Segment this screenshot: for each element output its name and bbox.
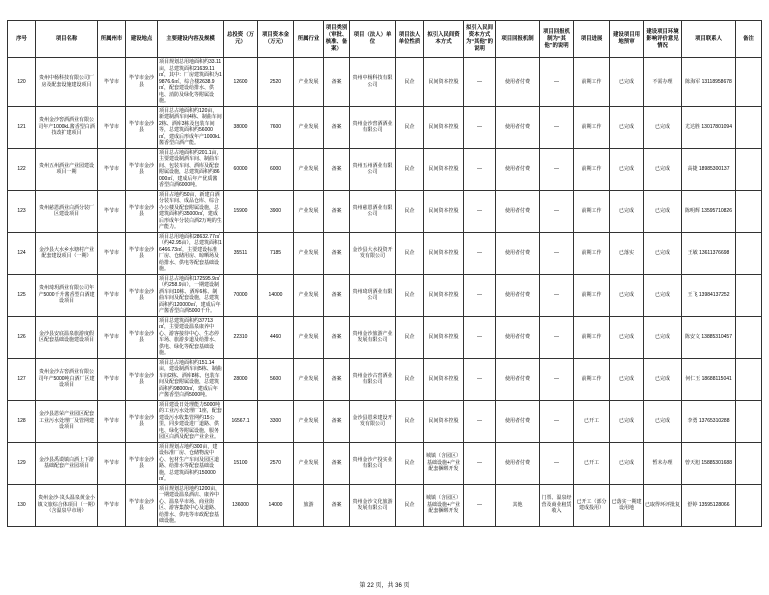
table-cell: 7600 [258,106,294,148]
table-cell: 122 [8,148,36,190]
header-cell: 主要建设内容及规模 [158,21,224,58]
table-cell: 贵州金沙窖酒酒业有限公司 [350,106,396,148]
table-cell: 已完成 [610,358,644,400]
table-cell: 项目占地约50亩，新建白酒分装车间、成品仓库、综合办公楼及配套附属设施，总建筑面积约35000㎡，建成后形成年分装白酒2万吨的生产能力。 [159,191,222,231]
table-cell: 121 [8,106,36,148]
table-cell: 使用者付费 [496,148,540,190]
table-cell [736,358,762,400]
table-cell: 3900 [258,190,294,232]
table-cell: 125 [8,274,36,316]
table-cell: 城镇（含园区）基础设施+产业配套捆绑开发 [424,484,464,526]
table-cell: 民企 [396,148,424,190]
table-cell: 项目规划占地约300亩，建设标准厂房、仓储物流中心、包材生产车间及园区道路、给排水等配套基础设施，总建筑面积约150000㎡。 [158,442,224,484]
table-cell: 王飞 13984137252 [682,274,736,316]
header-cell: 项目回报机制为“其他”的说明 [540,21,574,58]
table-cell: 民间资本控股 [424,400,464,442]
table-cell: 已完成 [610,274,644,316]
table-cell: 金沙县大水投资开发有限公司 [350,232,396,274]
table-cell: 毕节市 [98,190,126,232]
table-cell: 毕节市金沙县 [126,190,158,232]
table-cell: 毕节市 [98,400,126,442]
header-cell: 项目进展 [574,21,610,58]
table-cell: 金沙县恩荣建设开发有限公司 [350,400,396,442]
table-cell [736,316,762,358]
table-cell: 舒婷 13595128066 [682,484,736,526]
table-cell: 已开工（部分建成投用） [574,484,610,526]
table-body [8,58,762,527]
table-cell [736,190,762,232]
table-cell: 产业发展 [294,274,324,316]
table-cell: 已完成 [610,106,644,148]
table-cell: 7185 [258,232,294,274]
table-cell: 王敏 13611376698 [682,232,736,274]
table-cell: 已取得环评批复 [644,484,682,526]
table-cell: 14000 [258,274,294,316]
table-cell: 民企 [396,106,424,148]
table-cell: — [464,274,496,316]
table-cell: 毕节市 [98,442,126,484]
table-cell: 产业发展 [294,58,324,107]
table-cell [736,400,762,442]
table-cell: 使用者付费 [496,274,540,316]
header-cell: 备注 [736,21,762,58]
table-cell: 使用者付费 [496,316,540,358]
table-row [8,232,762,274]
table-cell: 贵州金沙窖酒酒业有限公司年产1000kL酱香型白酒技改扩建项目 [36,106,98,148]
table-cell: 2520 [258,58,294,107]
table-cell: 毕节市金沙县 [126,358,158,400]
table-cell: 38000 [224,106,258,148]
table-cell: 贵州中杨科技有限公司 [350,58,396,107]
header-cell: 建设项目环境影响评价意见情况 [644,21,682,58]
table-cell: 已完成 [644,316,682,358]
table-cell: 已完成 [610,442,644,484]
page-number-footer: 第 22 页，共 36 页 [359,583,410,589]
table-cell: 已完成 [644,190,682,232]
table-cell: 产业发展 [294,358,324,400]
table-cell: — [540,274,574,316]
table-cell: 民企 [396,58,424,107]
header-cell: 项目联系人 [682,21,736,58]
table-cell [736,484,762,526]
table-cell: 产业发展 [294,442,324,484]
table-cell: 贵州五州酒业有限公司 [350,148,396,190]
table-cell: 使用者付费 [496,232,540,274]
table-cell: 民企 [396,274,424,316]
table-cell: — [464,358,496,400]
table-cell: 不需办理 [644,58,682,107]
table-cell: 陈海军 13118958678 [682,58,736,107]
table-row [8,190,762,232]
table-cell: 已完成 [644,274,682,316]
table-cell: 贵州金沙产投实业有限公司 [350,442,396,484]
table-cell: 使用者付费 [496,358,540,400]
header-cell: 建设项目用地预审 [610,21,644,58]
table-cell: — [540,106,574,148]
table-cell: 产业发展 [294,232,324,274]
table-cell: 毕节市 [98,58,126,107]
table-cell: 民企 [396,400,424,442]
table-row [8,484,762,526]
table-cell: 民间资本控股 [424,316,464,358]
header-cell: 拟引入民间资本方式为“其他”的说明 [464,21,496,58]
table-cell: 毕节市 [98,232,126,274]
table-cell: 民间资本控股 [424,358,464,400]
table-cell: — [540,232,574,274]
table-cell: — [540,316,574,358]
table-cell: 126 [8,316,36,358]
table-cell: 贵州金沙·岚头温泉黄金小镇文旅综合体项目（一期）（含温泉早市场） [36,484,98,526]
table-cell: 136000 [224,484,258,526]
table-cell: 贵州慈恩酒业有限公司 [350,190,396,232]
table-cell: 项目建设日处理能力5000吨的工业污水处理厂1座，配套建设污水收集管网约15公里，同步建设进厂道路、供电、绿化等附属设施，服务园区白酒及配套产业企业。 [159,401,222,441]
table-cell [736,148,762,190]
table-cell: 毕节市金沙县 [126,400,158,442]
table-row [8,442,762,484]
table-cell: 项目总用地面积28632.77㎡（约42.95亩），总建筑面积16466.73㎡，主要建设标准厂房、仓储用房、晾晒场及给排水、供电等配套基础设施。 [159,233,222,273]
header-cell: 总投资（万元） [224,21,258,58]
table-cell: — [540,148,574,190]
table-cell: 贵州慈恩酒业白酒分装厂区建设项目 [36,190,98,232]
table-cell: 产业发展 [294,316,324,358]
table-cell: 前期工作 [574,148,610,190]
table-cell: 何仁玉 18688115041 [682,358,736,400]
table-header-row [8,21,762,58]
table-cell: 14000 [258,484,294,526]
table-cell: 129 [8,442,36,484]
table-cell: 毕节市 [98,106,126,148]
table-cell: 项目总建筑面积约37713㎡，主要建设温泉康养中心、游客接待中心、生态停车场、旅游步道及给排水、供电、绿化等配套基础设施。 [158,316,224,358]
table-cell: 前期工作 [574,232,610,274]
header-cell: 项目类别（审批、核准、备案） [324,21,350,58]
table-cell: 毕节市金沙县 [126,106,158,148]
table-cell: 前期工作 [574,58,610,107]
table-cell: 前期工作 [574,358,610,400]
table-cell: 2570 [258,442,294,484]
table-cell: 贵州金沙古窖酒业有限公司 [350,358,396,400]
table-cell: 陈安文 13885310457 [682,316,736,358]
table-row [8,58,762,107]
table-cell: 使用者付费 [496,400,540,442]
table-cell: 毕节市金沙县 [126,442,158,484]
table-cell: 金沙县安底温泉旅游度假区配套基础设施建设项目 [36,316,98,358]
table-cell: 60000 [224,148,258,190]
table-cell: 金沙县恩荣产业园区配套工业污水处理厂及管网建设项目 [36,400,98,442]
table-cell: — [540,442,574,484]
table-cell: 备案 [324,106,350,148]
table-cell: 16567.1 [224,400,258,442]
table-cell: 毕节市金沙县 [126,316,158,358]
table-cell: 22310 [224,316,258,358]
table-cell [736,58,762,107]
table-cell: 备案 [324,484,350,526]
table-cell: 123 [8,190,36,232]
table-cell: 曾天旭 15885301688 [682,442,736,484]
table-cell: 暂未办理 [644,442,682,484]
table-cell: 城镇（含园区）基础设施+产业配套捆绑开发 [424,442,464,484]
header-cell: 所属行业 [294,21,324,58]
table-cell: 6000 [258,148,294,190]
table-cell: — [540,58,574,107]
table-cell: 民企 [396,442,424,484]
table-cell: 已开工 [574,442,610,484]
projects-table [7,20,762,527]
table-cell: — [464,316,496,358]
header-cell: 项目法人单位性质 [396,21,424,58]
table-cell: 产业发展 [294,106,324,148]
table-cell: — [540,190,574,232]
table-cell: 已完成 [644,400,682,442]
table-cell: 备案 [324,316,350,358]
table-cell: — [464,58,496,107]
table-cell: 毕节市金沙县 [126,58,158,107]
table-cell: 民企 [396,190,424,232]
table-cell: 产业发展 [294,400,324,442]
table-cell: 毕节市 [98,484,126,526]
table-cell: — [540,400,574,442]
table-cell [736,106,762,148]
table-cell: 使用者付费 [496,106,540,148]
header-cell: 项目（法人）单位 [350,21,396,58]
table-cell: 民间资本控股 [424,106,464,148]
table-cell: 使用者付费 [496,442,540,484]
table-cell: 124 [8,232,36,274]
table-cell: 已开工 [574,400,610,442]
table-cell: 旅游 [294,484,324,526]
table-cell: 民企 [396,358,424,400]
table-cell: — [464,442,496,484]
table-cell: 毕节市 [98,316,126,358]
table-cell: 使用者付费 [496,190,540,232]
table-cell: 贵州中杨科技有限公司厂房及配套设施建设项目 [36,58,98,107]
table-cell: 金沙县大水乡水塘村产业配套建设项目（一期） [36,232,98,274]
table-row [8,148,762,190]
table-cell: 备案 [324,274,350,316]
header-cell: 项目名称 [36,21,98,58]
table-cell [736,232,762,274]
table-row [8,316,762,358]
table-cell: 毕节市 [98,148,126,190]
table-cell: 28000 [224,358,258,400]
table-cell: 已完成 [610,316,644,358]
table-cell: 备案 [324,232,350,274]
table-cell: 15100 [224,442,258,484]
table-cell: 尤达胜 13017801094 [682,106,736,148]
table-row [8,274,762,316]
table-cell: 李勇 13765310288 [682,400,736,442]
table-cell: 4460 [258,316,294,358]
table-cell: 贵州金沙古窖酒业有限公司年产5000吨白酒厂区建设项目 [36,358,98,400]
table-cell: 陈明辉 13595710826 [682,190,736,232]
table-cell: 民间资本控股 [424,232,464,274]
header-cell: 项目资本金（万元） [258,21,294,58]
table-cell: 产业发展 [294,148,324,190]
table-cell: 项目总占地面积约201.1亩，主要建设制酒车间、制曲车间、包装车间、酒库及配套附属设施，总建筑面积约86000㎡，建成后年产优质酱香型白酒6000吨。 [159,149,222,189]
table-row [8,106,762,148]
table-cell: 毕节市金沙县 [126,148,158,190]
table-cell: 贵州金沙旅游产业发展有限公司 [350,316,396,358]
table-cell: 12600 [224,58,258,107]
table-cell: 民企 [396,484,424,526]
table-cell: 3300 [258,400,294,442]
table-cell: 已完成 [610,400,644,442]
table-cell: 民间资本控股 [424,148,464,190]
table-cell: 项目总占地面积172595.9㎡（约258.9亩），一期建设制酒车间10栋、酒库6栋、制曲车间及配套设施，总建筑面积约120000㎡，建成后年产酱香型白酒5000千升。 [158,274,224,316]
table-cell: 已完成 [610,58,644,107]
table-cell: 高捷 18985300137 [682,148,736,190]
table-cell: 70000 [224,274,258,316]
table-cell: 民间资本控股 [424,58,464,107]
table-cell: 毕节市 [98,274,126,316]
table-cell: — [464,148,496,190]
table-cell: 已完成 [644,232,682,274]
table-cell: — [464,232,496,274]
table-cell: — [464,400,496,442]
table-cell: 已完成 [610,190,644,232]
table-cell: 已完成 [644,106,682,148]
table-cell: 贵州琦玥酒业有限公司年产5000千升酱香型白酒建设项目 [36,274,98,316]
table-cell: 贵州金沙文化旅游发展有限公司 [350,484,396,526]
table-cell: 备案 [324,58,350,107]
table-cell: 备案 [324,148,350,190]
table-cell: 贵州琦玥酒业有限公司 [350,274,396,316]
table-cell: 门票、温泉经营及商业租赁收入 [540,484,574,526]
table-cell: 备案 [324,442,350,484]
table-cell: 民间资本控股 [424,190,464,232]
table-cell: — [540,358,574,400]
table-cell: 项目总占地面积约151.14亩，建设制酒车间5栋、制曲车间2栋、酒库8栋、包装车间及配套附属设施，总建筑面积约98000㎡，建成后年产酱香型白酒5000吨。 [159,359,222,399]
table-cell: 前期工作 [574,106,610,148]
table-cell: 120 [8,58,36,107]
table-row [8,358,762,400]
table-cell: 备案 [324,400,350,442]
table-cell: 项目总占地面积约120亩，新建制酒车间4栋、制曲车间2栋、酒库3栋及包装车间等，总建筑面积约56000㎡，建成后形成年产1000kL酱香型白酒产能。 [159,107,222,147]
table-cell: — [464,106,496,148]
table-cell: 5600 [258,358,294,400]
table-cell: 前期工作 [574,274,610,316]
table-cell: 民间资本控股 [424,274,464,316]
header-cell: 拟引入民间资本方式 [424,21,464,58]
table-cell: 已完成 [610,148,644,190]
table-cell: — [464,190,496,232]
table-cell: 金沙县禹谟镇白酒上下游基础配套产业园项目 [36,442,98,484]
table-cell: 128 [8,400,36,442]
table-cell: 民企 [396,316,424,358]
table-cell: 毕节市金沙县 [126,484,158,526]
header-cell: 建设地点 [126,21,158,58]
table-cell: 产业发展 [294,190,324,232]
header-cell: 所属州市 [98,21,126,58]
table-cell: 已落实一期建设用地 [610,484,644,526]
table-cell: 使用者付费 [496,58,540,107]
table-cell: 备案 [324,358,350,400]
table-cell: 民企 [396,232,424,274]
table-cell: 毕节市金沙县 [126,232,158,274]
table-cell [736,274,762,316]
table-cell: 前期工作 [574,190,610,232]
table-cell: 项目规划总用地面积约33.11亩，总建筑面积21639.11㎡，其中：厂房建筑面积为19876.6㎡，综合楼2638.9㎡，配套建设给排水、供电、消防及绿化等附属设施。 [159,59,222,105]
table-cell: 备案 [324,190,350,232]
table-row [8,400,762,442]
table-cell: 前期工作 [574,316,610,358]
table-cell: 毕节市 [98,358,126,400]
table-cell: — [464,484,496,526]
table-cell: 35511 [224,232,258,274]
header-cell: 项目回报机制 [496,21,540,58]
table-cell: 15900 [224,190,258,232]
table-cell: 已完成 [644,148,682,190]
table-cell: 已完成 [644,358,682,400]
table-cell: 项目规划总用地约1200亩，一期建设温泉酒店、康养中心、温泉早市场、商业街区、游客集散中心及道路、给排水、供电等市政配套基础设施。 [158,484,224,526]
table-cell: 130 [8,484,36,526]
table-cell: 毕节市金沙县 [126,274,158,316]
table-cell: 贵州五州酒业产业园建设项目一期 [36,148,98,190]
table-cell: 127 [8,358,36,400]
header-cell: 序号 [8,21,36,58]
table-cell [736,442,762,484]
table-cell: 其他 [496,484,540,526]
table-cell: 已落实 [610,232,644,274]
